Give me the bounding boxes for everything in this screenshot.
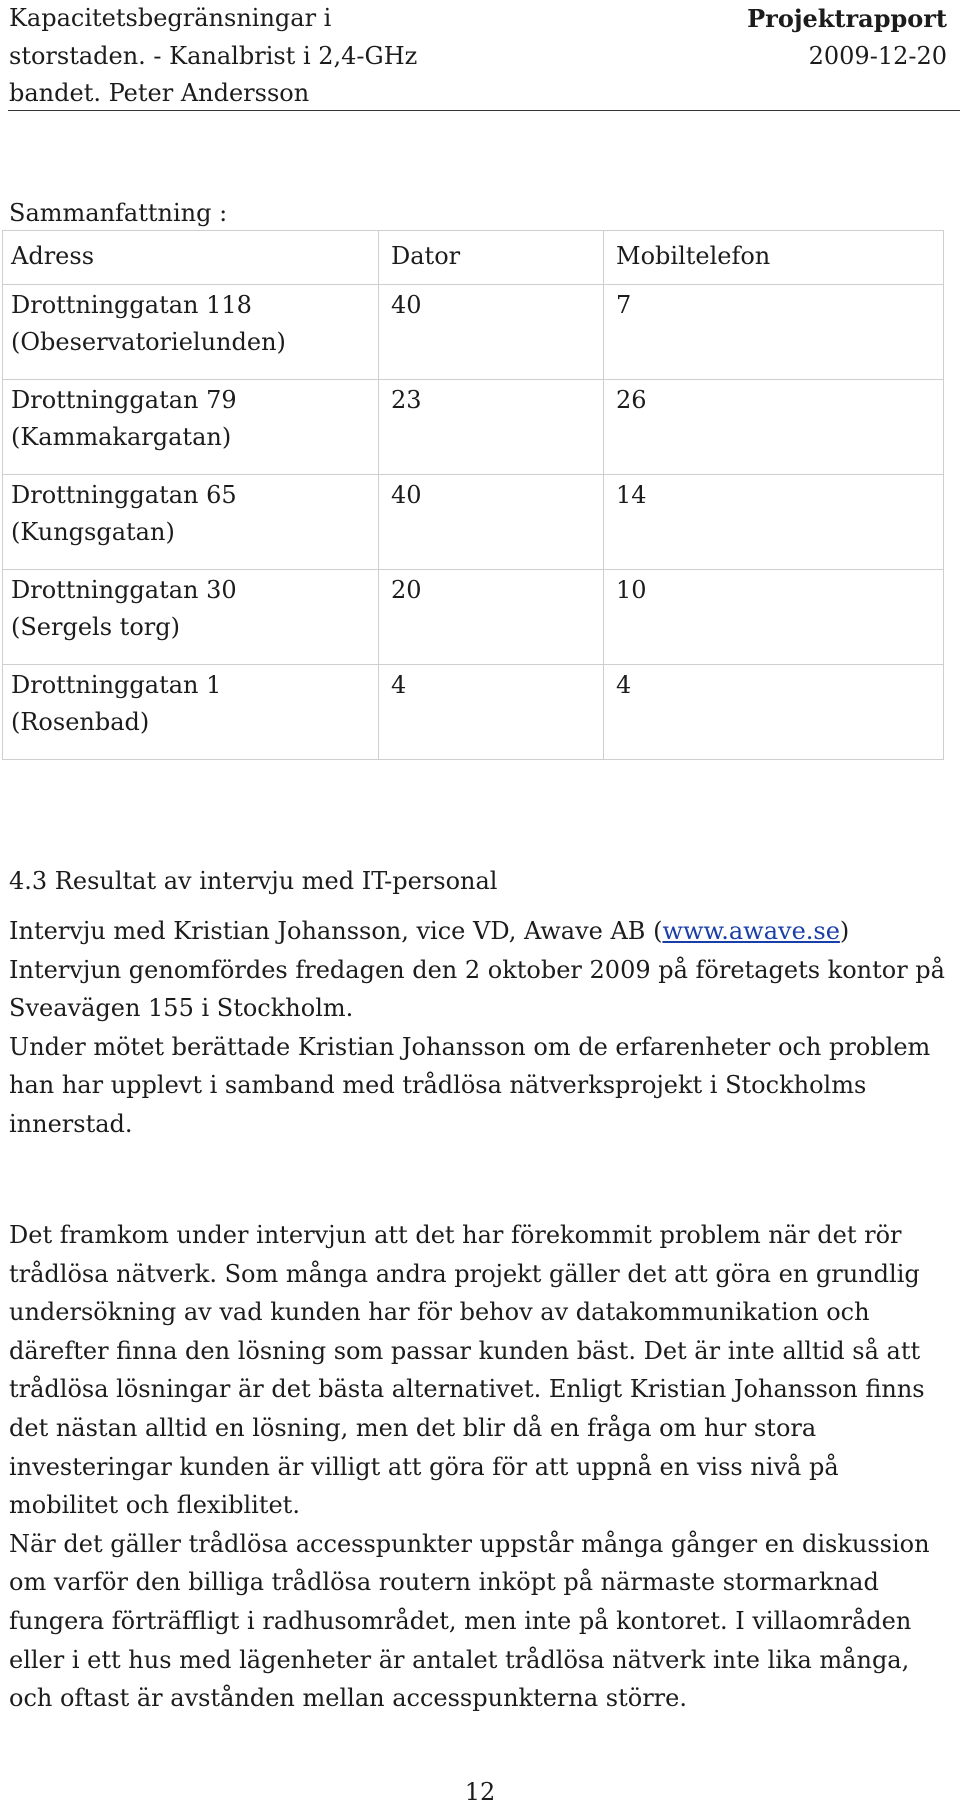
summary-table	[2, 230, 944, 760]
column-header-dator: Dator	[379, 231, 604, 285]
address-street: Drottninggatan 118	[11, 291, 252, 319]
body-paragraph: När det gäller trådlösa accesspunkter uppstår många gånger en diskussion om varför den billiga trådlösa routern inköpt på närmaste stormarknad fungera förträffligt i radhusområdet, men inte på kontoret. I villaområden eller i ett hus med lägenheter är antalet trådlösa nätverk inte lika många, och oftast är avstånden mellan accesspunkterna större.	[9, 1529, 930, 1713]
interview-intro	[9, 912, 949, 1144]
mobil-cell: 14	[604, 475, 944, 570]
body-paragraph: Det framkom under intervjun att det har förekommit problem när det rör trådlösa nätverk. Som många andra projekt gäller det att göra en grundlig undersökning av vad kunden har för behov av datakommunikation och därefter finna den lösning som passar kunden bäst. Det är inte alltid så att trådlösa lösningar är det bästa alternativet. Enligt Kristian Johansson finns det nästan alltid en lösning, men det blir då en fråga om hur stora investeringar kunden är villigt att göra för att uppnå en viss nivå på mobilitet och flexiblitet.	[9, 1221, 925, 1520]
header-title-line-2: storstaden. - Kanalbrist i 2,4-GHz	[9, 41, 418, 70]
interview-topic-paragraph: Under mötet berättade Kristian Johansson om de erfarenheter och problem han har upplevt i samband med trådlösa nätverksprojekt i Stockholms innerstad.	[9, 1032, 931, 1138]
header-title-line-3: bandet. Peter Andersson	[9, 79, 310, 107]
column-header-mobiltelefon: Mobiltelefon	[604, 231, 944, 285]
mobil-cell: 7	[604, 285, 944, 380]
table-row	[3, 285, 944, 380]
dator-cell: 4	[379, 665, 604, 760]
address-cell	[3, 665, 379, 760]
table-row	[3, 570, 944, 665]
address-street: Drottninggatan 30	[11, 576, 237, 604]
table-row	[3, 475, 944, 570]
dator-cell: 20	[379, 570, 604, 665]
dator-cell: 40	[379, 475, 604, 570]
header-date: 2009-12-20	[808, 41, 947, 70]
header-divider	[8, 110, 960, 111]
address-cell	[3, 380, 379, 475]
address-location: (Rosenbad)	[11, 708, 150, 736]
address-street: Drottninggatan 65	[11, 481, 237, 509]
page-number: 12	[464, 1778, 496, 1806]
mobil-cell: 26	[604, 380, 944, 475]
header-document-type: Projektrapport	[747, 4, 947, 33]
interview-date-paragraph: Intervjun genomfördes fredagen den 2 oktober 2009 på företagets kontor på Sveavägen 155 i Stockholm.	[9, 955, 945, 1023]
interview-intro-line	[9, 912, 949, 951]
section-heading: 4.3 Resultat av intervju med IT-personal	[9, 867, 498, 895]
table-header-row	[3, 231, 944, 285]
address-cell	[3, 570, 379, 665]
table-row	[3, 665, 944, 760]
intro-suffix: )	[839, 917, 850, 945]
address-location: (Obeservatorielunden)	[11, 328, 286, 356]
summary-caption: Sammanfattning :	[9, 199, 228, 227]
dator-cell: 40	[379, 285, 604, 380]
header-title-line-1: Kapacitetsbegränsningar i	[9, 4, 332, 32]
awave-link[interactable]: www.awave.se	[662, 917, 840, 945]
address-cell	[3, 285, 379, 380]
dator-cell: 23	[379, 380, 604, 475]
address-cell	[3, 475, 379, 570]
address-location: (Kungsgatan)	[11, 518, 175, 546]
mobil-cell: 10	[604, 570, 944, 665]
mobil-cell: 4	[604, 665, 944, 760]
interview-findings	[9, 1216, 949, 1718]
intro-prefix: Intervju med Kristian Johansson, vice VD, Awave AB (	[9, 917, 663, 945]
address-location: (Kammakargatan)	[11, 423, 232, 451]
address-location: (Sergels torg)	[11, 613, 180, 641]
header-meta-block	[747, 0, 947, 75]
table-row	[3, 380, 944, 475]
header-title-block	[9, 0, 629, 113]
address-street: Drottninggatan 79	[11, 386, 237, 414]
address-street: Drottninggatan 1	[11, 671, 222, 699]
column-header-address: Adress	[3, 231, 379, 285]
